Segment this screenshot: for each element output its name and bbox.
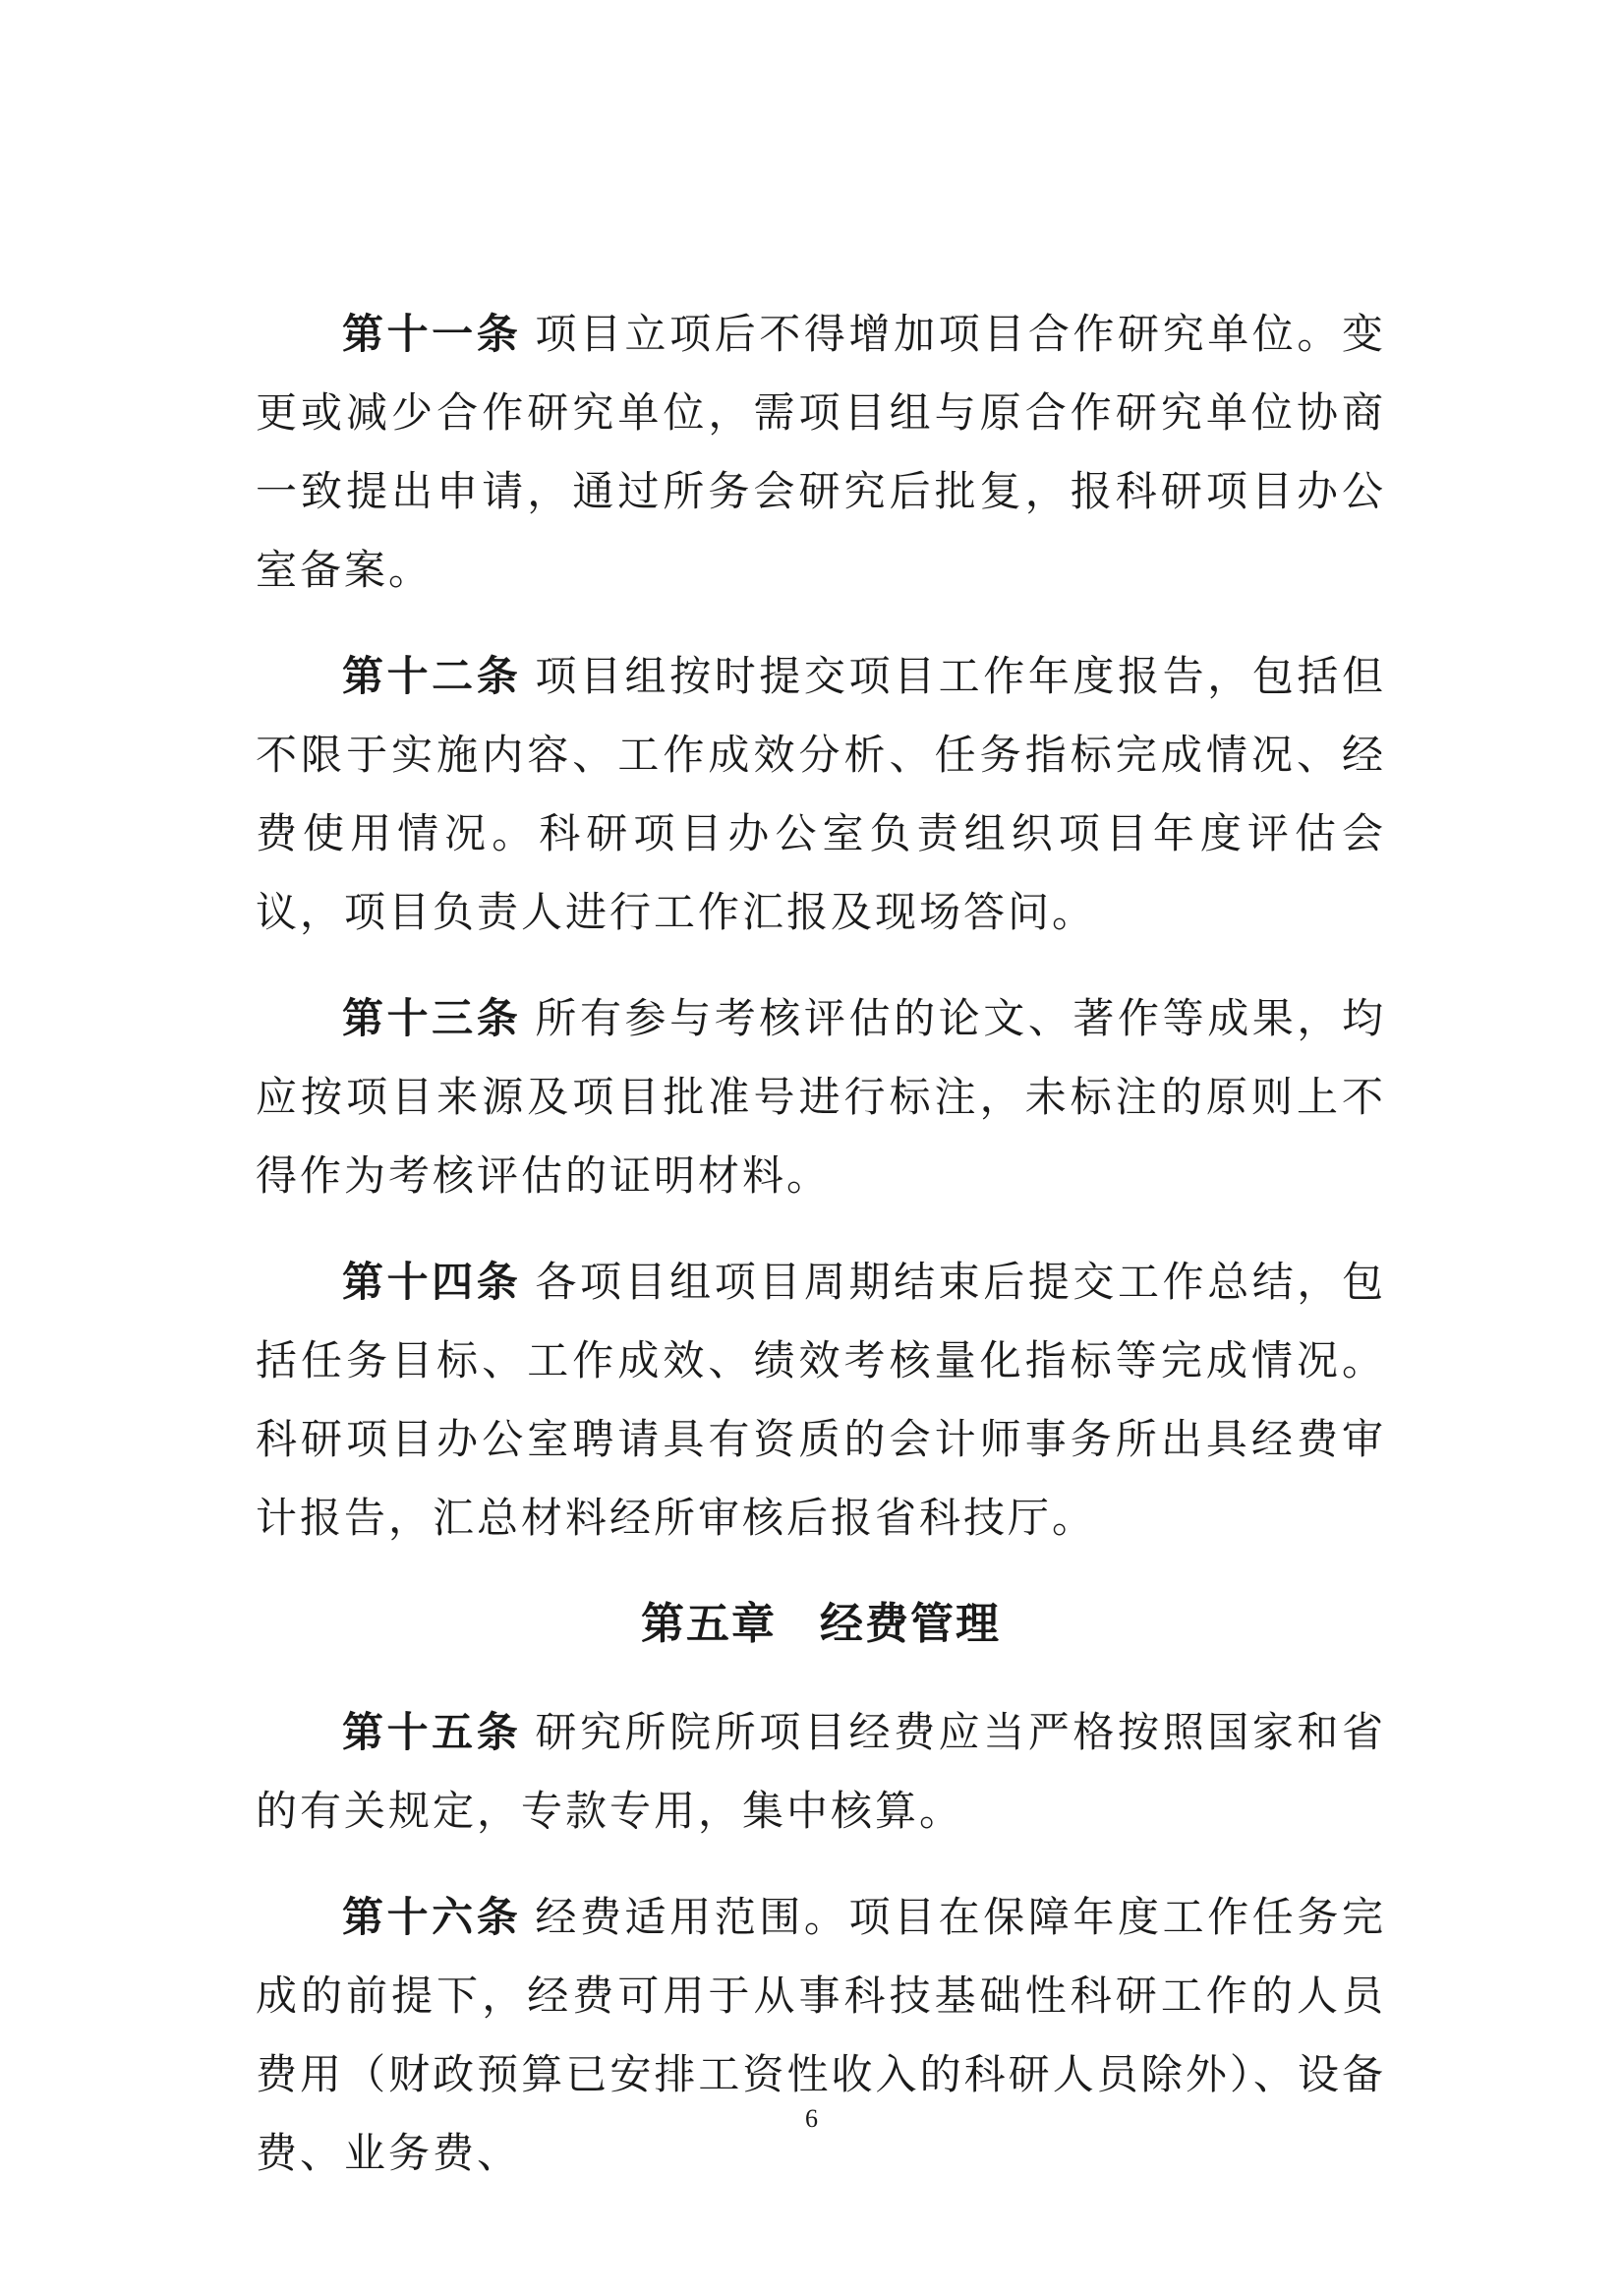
- article-12: [256, 637, 1386, 952]
- chapter-number: 第五章: [641, 1599, 777, 1649]
- article-title: 第十一条: [342, 310, 522, 358]
- article-body: 经费适用范围。项目在保障年度工作任务完成的前提下，经费可用于从事科技基础性科研工作的人员费用（财政预算已安排工资性收入的科研人员除外）、设备费、业务费、: [256, 1893, 1386, 2177]
- article-15: [256, 1693, 1386, 1851]
- article-title: 第十四条: [342, 1258, 522, 1306]
- article-title: 第十六条: [342, 1893, 522, 1941]
- chapter-title: 经费管理: [820, 1599, 1001, 1649]
- article-title: 第十二条: [342, 652, 522, 700]
- article-body: 项目组按时提交项目工作年度报告，包括但不限于实施内容、工作成效分析、任务指标完成情况、经费使用情况。科研项目办公室负责组织项目年度评估会议，项目负责人进行工作汇报及现场答问。: [256, 652, 1386, 936]
- article-body: 研究所院所项目经费应当严格按照国家和省的有关规定，专款专用，集中核算。: [256, 1708, 1386, 1835]
- article-11: [256, 295, 1386, 610]
- chapter-heading: [256, 1585, 1386, 1664]
- article-body: 所有参与考核评估的论文、著作等成果，均应按项目来源及项目批准号进行标注，未标注的原则上不得作为考核评估的证明材料。: [256, 994, 1386, 1200]
- page-number: 6: [805, 2104, 818, 2133]
- article-13: [256, 979, 1386, 1215]
- article-title: 第十五条: [342, 1708, 522, 1756]
- article-16: [256, 1878, 1386, 2193]
- article-body: 项目立项后不得增加项目合作研究单位。变更或减少合作研究单位，需项目组与原合作研究单位协商一致提出申请，通过所务会研究后批复，报科研项目办公室备案。: [256, 310, 1386, 594]
- article-14: [256, 1243, 1386, 1558]
- document-body: [256, 295, 1386, 2220]
- article-body: 各项目组项目周期结束后提交工作总结，包括任务目标、工作成效、绩效考核量化指标等完成情况。科研项目办公室聘请具有资质的会计师事务所出具经费审计报告，汇总材料经所审核后报省科技厅。: [256, 1258, 1386, 1542]
- article-title: 第十三条: [342, 994, 522, 1042]
